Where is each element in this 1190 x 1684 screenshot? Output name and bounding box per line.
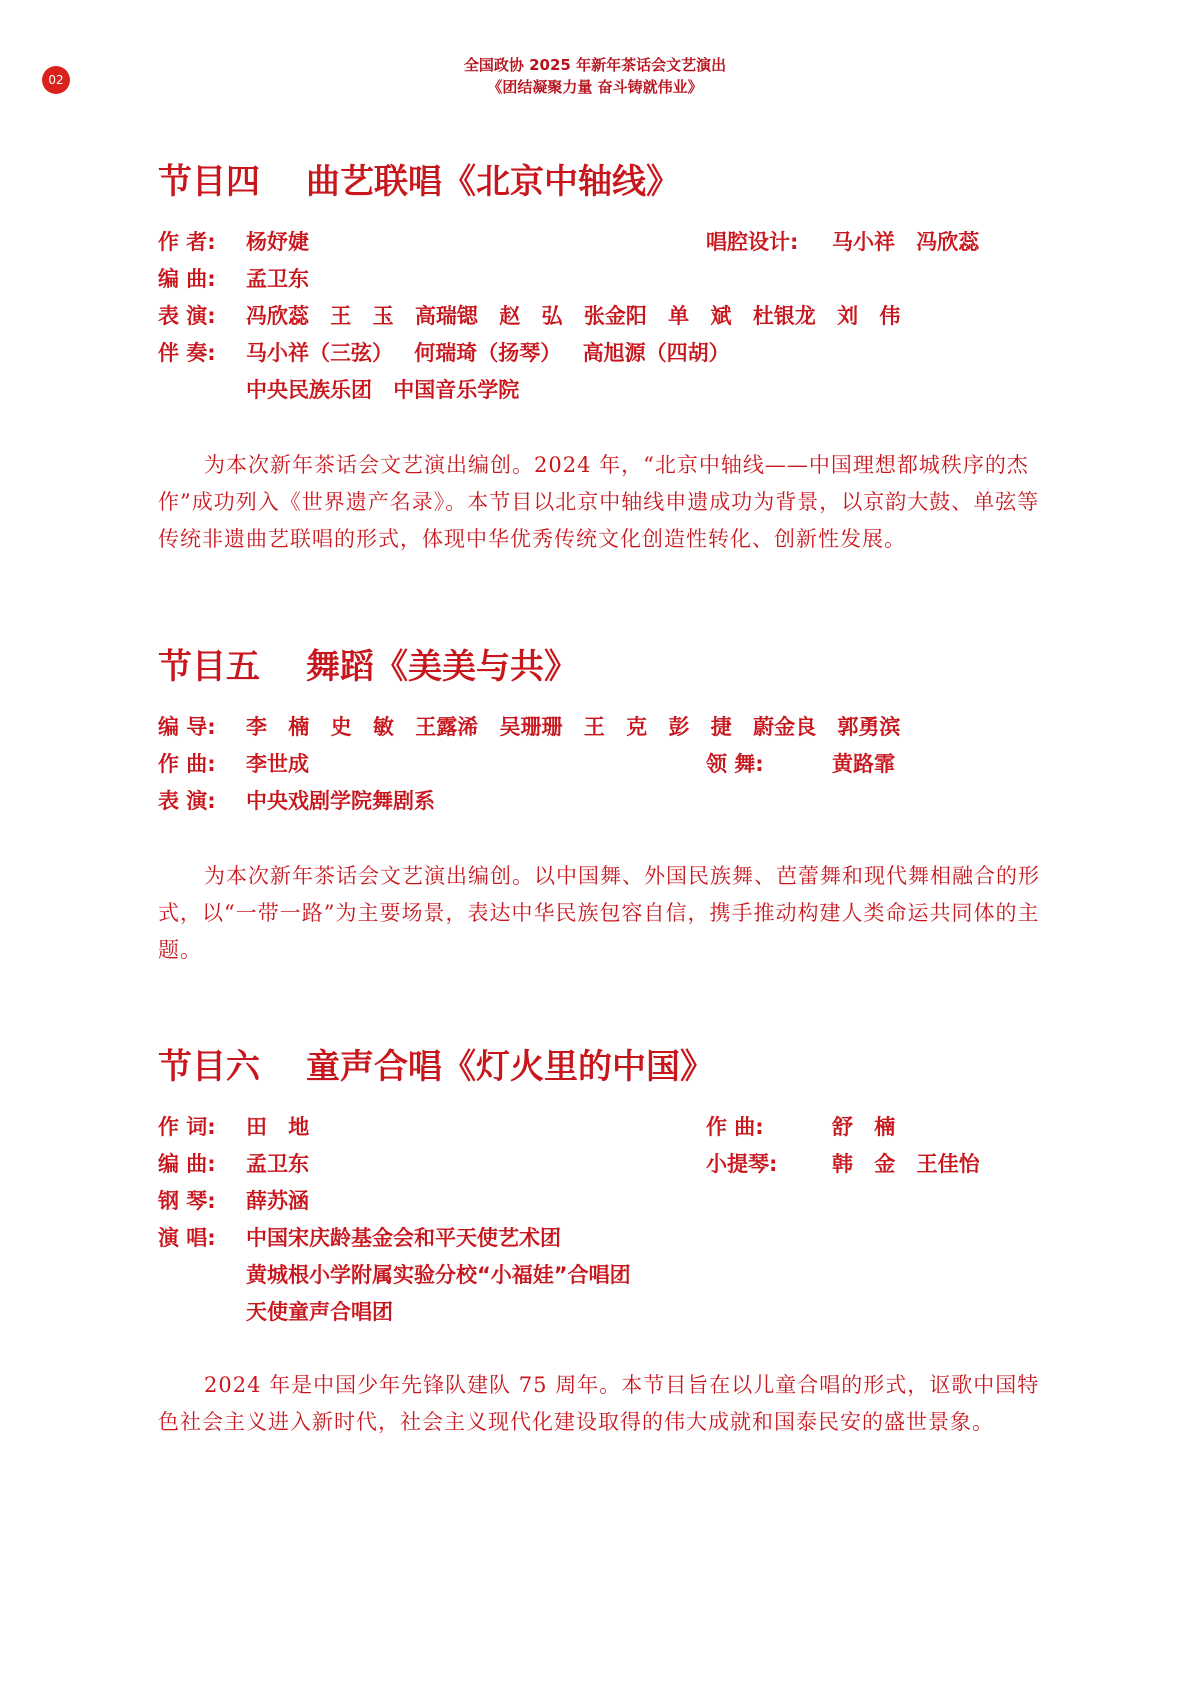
- credit-value-right: 舒 楠: [832, 1115, 896, 1139]
- credit-value: 中国宋庆龄基金会和平天使艺术团: [246, 1226, 561, 1250]
- credit-row: [158, 300, 1058, 337]
- credit-label-right: 唱腔设计:: [706, 230, 799, 254]
- program-section-6: [158, 1045, 1058, 1441]
- credits-list: [158, 226, 1058, 411]
- credit-label: 表 演:: [158, 789, 216, 813]
- credit-value: 黄城根小学附属实验分校“小福娃”合唱团: [246, 1263, 631, 1287]
- section-name: 曲艺联唱《北京中轴线》: [306, 162, 680, 202]
- credit-value: 天使童声合唱团: [246, 1300, 393, 1324]
- credit-label-right: 小提琴:: [706, 1152, 778, 1176]
- credit-row: [158, 748, 1058, 785]
- credit-label: 编 导:: [158, 715, 216, 739]
- credit-row: [158, 1148, 1058, 1185]
- credit-value: 李世成: [246, 752, 309, 776]
- credit-label: 作 曲:: [158, 752, 216, 776]
- credit-value: 孟卫东: [246, 267, 309, 291]
- credit-label: 表 演:: [158, 304, 216, 328]
- section-title: [158, 1045, 1058, 1089]
- credit-row: [158, 1259, 1058, 1296]
- credit-row: [158, 1222, 1058, 1259]
- section-description: 为本次新年茶话会文艺演出编创。以中国舞、外国民族舞、芭蕾舞和现代舞相融合的形式，以“一带一路”为主要场景，表达中华民族包容自信，携手推动构建人类命运共同体的主题。: [158, 864, 1040, 962]
- credit-row: [158, 263, 1058, 300]
- credit-label: 钢 琴:: [158, 1189, 216, 1213]
- program-section-5: [158, 645, 1058, 969]
- credit-value: 中央戏剧学院舞剧系: [246, 789, 435, 813]
- credit-value: 杨妤婕: [246, 230, 309, 254]
- credit-label: 编 曲:: [158, 267, 216, 291]
- section-description: 2024 年是中国少年先锋队建队 75 周年。本节目旨在以儿童合唱的形式，讴歌中国特色社会主义进入新时代，社会主义现代化建设取得的伟大成就和国泰民安的盛世景象。: [158, 1373, 1040, 1434]
- header-line-2: 《团结凝聚力量 奋斗铸就伟业》: [487, 78, 703, 96]
- credit-row: [158, 1185, 1058, 1222]
- page-header: [0, 54, 1190, 98]
- credit-value: 薛苏涵: [246, 1189, 309, 1213]
- section-number: 节目六: [158, 1047, 260, 1087]
- section-description: 为本次新年茶话会文艺演出编创。2024 年，“北京中轴线——中国理想都城秩序的杰作”成功列入《世界遗产名录》。本节目以北京中轴线申遗成功为背景，以京韵大鼓、单弦等传统非遗曲艺联唱的形式，体现中华优秀传统文化创造性转化、创新性发展。: [158, 453, 1040, 551]
- credit-value: 马小祥（三弦） 何瑞琦（扬琴） 高旭源（四胡）: [246, 341, 730, 365]
- credit-label: 作 词:: [158, 1115, 216, 1139]
- credit-value-right: 马小祥 冯欣蕊: [832, 230, 980, 254]
- credit-row: [158, 374, 1058, 411]
- section-name: 童声合唱《灯火里的中国》: [306, 1047, 714, 1087]
- credit-value-right: 黄路霏: [832, 752, 895, 776]
- credits-list: [158, 1111, 1058, 1333]
- credit-row: [158, 1111, 1058, 1148]
- credit-value: 中央民族乐团 中国音乐学院: [246, 378, 520, 402]
- credit-row: [158, 337, 1058, 374]
- section-number: 节目五: [158, 647, 260, 687]
- credit-label-right: 领 舞:: [706, 752, 764, 776]
- credit-label: 演 唱:: [158, 1226, 216, 1250]
- credit-row: [158, 226, 1058, 263]
- credit-label: 伴 奏:: [158, 341, 216, 365]
- section-number: 节目四: [158, 162, 260, 202]
- program-section-4: [158, 160, 1058, 558]
- section-title: [158, 160, 1058, 204]
- credits-list: [158, 711, 1058, 822]
- credit-label: 作 者:: [158, 230, 216, 254]
- credit-value: 李 楠 史 敏 王露浠 吴珊珊 王 克 彭 捷 蔚金良 郭勇滨: [246, 715, 901, 739]
- page-number-badge: 02: [42, 66, 70, 94]
- credit-row: [158, 785, 1058, 822]
- credit-row: [158, 1296, 1058, 1333]
- credit-value: 冯欣蕊 王 玉 高瑞锶 赵 弘 张金阳 单 斌 杜银龙 刘 伟: [246, 304, 901, 328]
- credit-label-right: 作 曲:: [706, 1115, 764, 1139]
- section-name: 舞蹈《美美与共》: [306, 647, 578, 687]
- credit-row: [158, 711, 1058, 748]
- section-title: [158, 645, 1058, 689]
- credit-value-right: 韩 金 王佳怡: [832, 1152, 980, 1176]
- credit-label: 编 曲:: [158, 1152, 216, 1176]
- header-line-1: 全国政协 2025 年新年茶话会文艺演出: [463, 56, 727, 74]
- credit-value: 田 地: [246, 1115, 310, 1139]
- credit-value: 孟卫东: [246, 1152, 309, 1176]
